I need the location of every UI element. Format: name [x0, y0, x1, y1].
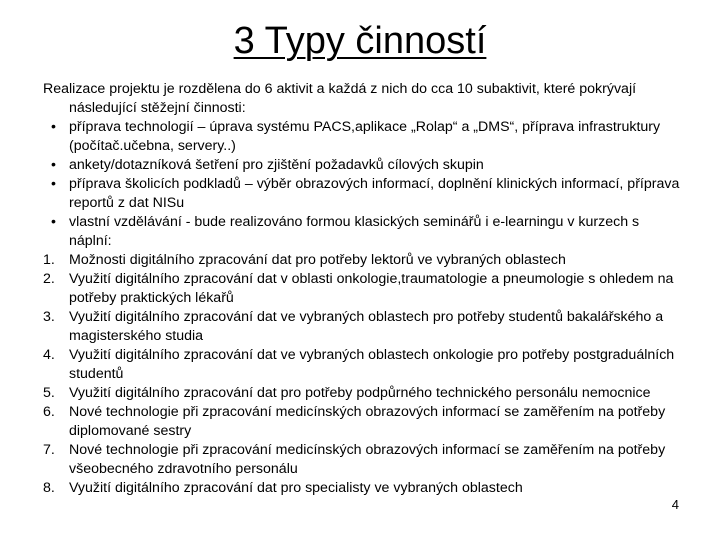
numbered-text: Nové technologie při zpracování medicínských obrazových informací se zaměřením na potřeby všeobecného zdravotního personálu — [69, 442, 666, 477]
bullet-marker: • — [51, 176, 56, 192]
number-marker: 6. — [43, 404, 55, 420]
intro-text: Realizace projektu je rozdělena do 6 aktivit a každá z nich do cca 10 subaktivit, které pokrývají následující stěžejní činnosti: — [43, 81, 637, 116]
numbered-item — [43, 479, 683, 498]
bullet-item — [43, 175, 683, 213]
numbered-item — [43, 441, 683, 479]
bullet-item — [43, 118, 683, 156]
bullet-text: příprava školicích podkladů – výběr obrazových informací, doplnění klinických informací, příprava reportů z dat NISu — [69, 176, 680, 211]
numbered-text: Využití digitálního zpracování dat pro specialisty ve vybraných oblastech — [69, 480, 523, 496]
numbered-item — [43, 403, 683, 441]
number-marker: 1. — [43, 252, 55, 268]
bullet-marker: • — [51, 119, 56, 135]
page-number: 4 — [671, 497, 679, 512]
number-marker: 4. — [43, 347, 55, 363]
number-marker: 2. — [43, 271, 55, 287]
numbered-item — [43, 251, 683, 270]
numbered-text: Využití digitálního zpracování dat ve vybraných oblastech pro potřeby studentů bakalářského a magisterského studia — [69, 309, 664, 344]
numbered-text: Možnosti digitálního zpracování dat pro potřeby lektorů ve vybraných oblastech — [69, 252, 566, 268]
numbered-text: Využití digitálního zpracování dat ve vybraných oblastech onkologie pro potřeby postgraduálních studentů — [69, 347, 675, 382]
number-marker: 5. — [43, 385, 55, 401]
bullet-marker: • — [51, 214, 56, 230]
numbered-item — [43, 270, 683, 308]
bullet-text: ankety/dotazníková šetření pro zjištění požadavků cílových skupin — [69, 157, 484, 173]
number-marker: 7. — [43, 442, 55, 458]
numbered-item — [43, 346, 683, 384]
bullet-text: vlastní vzdělávání - bude realizováno formou klasických seminářů i e-learningu v kurzech s náplní: — [69, 214, 640, 249]
number-marker: 3. — [43, 309, 55, 325]
numbered-text: Využití digitálního zpracování dat v oblasti onkologie,traumatologie a pneumologie s ohledem na potřeby praktických lékařů — [69, 271, 674, 306]
slide-title: 3 Typy činností — [233, 20, 487, 62]
numbered-item — [43, 384, 683, 403]
bullet-item — [43, 156, 683, 175]
bullet-marker: • — [51, 157, 56, 173]
number-marker: 8. — [43, 480, 55, 496]
bullet-item — [43, 213, 683, 251]
slide-body — [43, 80, 683, 498]
bullet-text: příprava technologií – úprava systému PACS,aplikace „Rolap“ a „DMS“, příprava infrastruktury (počítač.učebna, servery..) — [69, 119, 661, 154]
numbered-text: Nové technologie při zpracování medicínských obrazových informací se zaměřením na potřeby diplomované sestry — [69, 404, 666, 439]
numbered-item — [43, 308, 683, 346]
numbered-text: Využití digitálního zpracování dat pro potřeby podpůrného technického personálu nemocnice — [69, 385, 651, 401]
